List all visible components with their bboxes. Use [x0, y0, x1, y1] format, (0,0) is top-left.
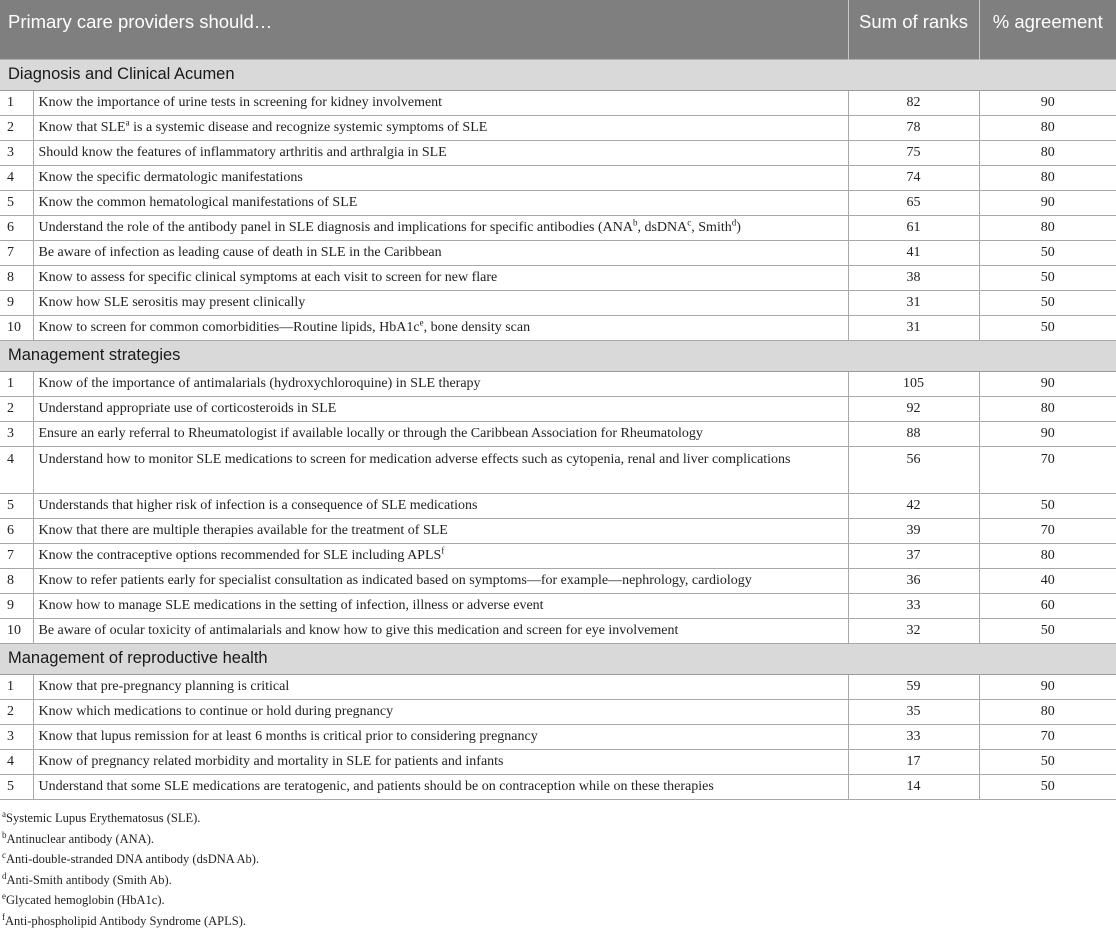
row-statement: Understand appropriate use of corticosteroids in SLE — [33, 396, 848, 421]
section-header-row — [0, 340, 1116, 371]
row-number: 4 — [0, 165, 33, 190]
row-sum-of-ranks: 78 — [848, 115, 979, 140]
row-percent-agreement: 50 — [979, 774, 1116, 799]
row-statement: Know the importance of urine tests in screening for kidney involvement — [33, 90, 848, 115]
footnote — [0, 890, 1116, 911]
table-row — [0, 90, 1116, 115]
row-number: 5 — [0, 774, 33, 799]
row-percent-agreement: 80 — [979, 115, 1116, 140]
table-row — [0, 446, 1116, 493]
row-percent-agreement: 40 — [979, 568, 1116, 593]
section-title: Management strategies — [0, 340, 1116, 371]
row-sum-of-ranks: 82 — [848, 90, 979, 115]
row-percent-agreement: 90 — [979, 90, 1116, 115]
row-percent-agreement: 90 — [979, 190, 1116, 215]
row-number: 9 — [0, 290, 33, 315]
footnote-mark: b — [633, 217, 638, 227]
table-row — [0, 724, 1116, 749]
row-sum-of-ranks: 37 — [848, 543, 979, 568]
row-statement: Be aware of infection as leading cause of death in SLE in the Caribbean — [33, 240, 848, 265]
row-sum-of-ranks: 59 — [848, 674, 979, 699]
row-sum-of-ranks: 33 — [848, 724, 979, 749]
row-number: 10 — [0, 315, 33, 340]
table-body — [0, 59, 1116, 799]
row-number: 4 — [0, 749, 33, 774]
row-number: 1 — [0, 674, 33, 699]
row-number: 8 — [0, 265, 33, 290]
row-percent-agreement: 50 — [979, 265, 1116, 290]
row-sum-of-ranks: 33 — [848, 593, 979, 618]
row-statement: Be aware of ocular toxicity of antimalarials and know how to give this medication and screen for eye involvement — [33, 618, 848, 643]
footnote — [0, 849, 1116, 870]
row-statement: Understand how to monitor SLE medications to screen for medication adverse effects such as cytopenia, renal and liver complications — [33, 446, 848, 493]
header-percent-agreement: % agreement — [979, 0, 1116, 59]
row-statement: Ensure an early referral to Rheumatologist if available locally or through the Caribbean Association for Rheumatology — [33, 421, 848, 446]
row-percent-agreement: 50 — [979, 749, 1116, 774]
row-statement: Know that there are multiple therapies available for the treatment of SLE — [33, 518, 848, 543]
table-row — [0, 290, 1116, 315]
table-row — [0, 593, 1116, 618]
table-row — [0, 140, 1116, 165]
table-row — [0, 265, 1116, 290]
row-statement: Should know the features of inflammatory arthritis and arthralgia in SLE — [33, 140, 848, 165]
row-statement: Understand the role of the antibody panel in SLE diagnosis and implications for specific antibodies (ANA$^b$, dsDNA$^c$, Smith$^d$) — [33, 215, 848, 240]
footnote — [0, 808, 1116, 829]
header-primary-care: Primary care providers should… — [0, 0, 848, 59]
footnote — [0, 829, 1116, 850]
row-number: 5 — [0, 493, 33, 518]
footnote-mark: d — [732, 217, 737, 227]
table-row — [0, 396, 1116, 421]
header-sum-of-ranks: Sum of ranks — [848, 0, 979, 59]
row-statement: Understand that some SLE medications are teratogenic, and patients should be on contraception while on these therapies — [33, 774, 848, 799]
footnote-mark: c — [687, 217, 691, 227]
row-number: 7 — [0, 543, 33, 568]
table-row — [0, 115, 1116, 140]
footnote — [0, 870, 1116, 891]
row-sum-of-ranks: 42 — [848, 493, 979, 518]
row-sum-of-ranks: 41 — [848, 240, 979, 265]
row-statement: Know to screen for common comorbidities—Routine lipids, $HbA1c^e$, bone density scan — [33, 315, 848, 340]
row-sum-of-ranks: 35 — [848, 699, 979, 724]
row-percent-agreement: 70 — [979, 518, 1116, 543]
row-statement: Know to assess for specific clinical symptoms at each visit to screen for new flare — [33, 265, 848, 290]
row-percent-agreement: 70 — [979, 446, 1116, 493]
row-statement: Know how to manage SLE medications in the setting of infection, illness or adverse event — [33, 593, 848, 618]
footnote-text: Anti-phospholipid Antibody Syndrome (APLS). — [5, 914, 246, 928]
footnote-text: Anti-Smith antibody (Smith Ab). — [7, 873, 172, 887]
row-sum-of-ranks: 88 — [848, 421, 979, 446]
table-row — [0, 618, 1116, 643]
table-row — [0, 240, 1116, 265]
row-percent-agreement: 60 — [979, 593, 1116, 618]
row-percent-agreement: 50 — [979, 618, 1116, 643]
table-row — [0, 568, 1116, 593]
row-number: 6 — [0, 518, 33, 543]
table-row — [0, 215, 1116, 240]
row-percent-agreement: 50 — [979, 493, 1116, 518]
footnote-mark: b — [2, 829, 7, 839]
table-row — [0, 749, 1116, 774]
row-statement: Know that lupus remission for at least 6 months is critical prior to considering pregnancy — [33, 724, 848, 749]
table-row — [0, 421, 1116, 446]
row-statement: Know that SLE$^a$ is a systemic disease and recognize systemic symptoms of SLE — [33, 115, 848, 140]
row-statement: Know the common hematological manifestations of SLE — [33, 190, 848, 215]
row-sum-of-ranks: 56 — [848, 446, 979, 493]
table-row — [0, 674, 1116, 699]
row-statement: Understands that higher risk of infection is a consequence of SLE medications — [33, 493, 848, 518]
table-row — [0, 543, 1116, 568]
row-percent-agreement: 80 — [979, 140, 1116, 165]
table-row — [0, 774, 1116, 799]
row-number: 3 — [0, 140, 33, 165]
row-sum-of-ranks: 17 — [848, 749, 979, 774]
row-number: 6 — [0, 215, 33, 240]
footnote-mark: d — [2, 870, 7, 880]
table-row — [0, 699, 1116, 724]
row-number: 7 — [0, 240, 33, 265]
footnote-text: Antinuclear antibody (ANA). — [7, 832, 155, 846]
table-row — [0, 371, 1116, 396]
table-row — [0, 165, 1116, 190]
row-statement: Know how SLE serositis may present clinically — [33, 290, 848, 315]
footnote-mark: a — [126, 117, 130, 127]
row-number: 4 — [0, 446, 33, 493]
table-row — [0, 518, 1116, 543]
row-percent-agreement: 80 — [979, 543, 1116, 568]
row-number: 2 — [0, 396, 33, 421]
row-percent-agreement: 50 — [979, 240, 1116, 265]
row-statement: Know which medications to continue or hold during pregnancy — [33, 699, 848, 724]
row-statement: Know of the importance of antimalarials (hydroxychloroquine) in SLE therapy — [33, 371, 848, 396]
row-number: 3 — [0, 724, 33, 749]
row-sum-of-ranks: 74 — [848, 165, 979, 190]
section-header-row — [0, 59, 1116, 90]
row-percent-agreement: 90 — [979, 674, 1116, 699]
table-header-row — [0, 0, 1116, 59]
row-number: 1 — [0, 371, 33, 396]
row-sum-of-ranks: 38 — [848, 265, 979, 290]
row-sum-of-ranks: 32 — [848, 618, 979, 643]
section-title: Diagnosis and Clinical Acumen — [0, 59, 1116, 90]
row-percent-agreement: 90 — [979, 371, 1116, 396]
footnote-mark: e — [420, 317, 424, 327]
section-title: Management of reproductive health — [0, 643, 1116, 674]
row-percent-agreement: 50 — [979, 290, 1116, 315]
row-number: 10 — [0, 618, 33, 643]
footnote-mark: e — [2, 891, 6, 901]
row-statement: Know the specific dermatologic manifestations — [33, 165, 848, 190]
row-percent-agreement: 90 — [979, 421, 1116, 446]
footnote-mark: f — [441, 545, 444, 555]
row-sum-of-ranks: 61 — [848, 215, 979, 240]
row-percent-agreement: 80 — [979, 215, 1116, 240]
row-sum-of-ranks: 36 — [848, 568, 979, 593]
table-row — [0, 493, 1116, 518]
row-number: 5 — [0, 190, 33, 215]
row-sum-of-ranks: 92 — [848, 396, 979, 421]
footnote-mark: f — [2, 911, 5, 921]
row-statement: Know that pre-pregnancy planning is critical — [33, 674, 848, 699]
section-header-row — [0, 643, 1116, 674]
footnote-text: Glycated hemoglobin (HbA1c). — [6, 893, 165, 907]
row-sum-of-ranks: 14 — [848, 774, 979, 799]
row-sum-of-ranks: 105 — [848, 371, 979, 396]
row-statement: Know of pregnancy related morbidity and mortality in SLE for patients and infants — [33, 749, 848, 774]
row-sum-of-ranks: 39 — [848, 518, 979, 543]
row-percent-agreement: 80 — [979, 699, 1116, 724]
footnote-mark: a — [2, 809, 6, 819]
row-statement: Know the contraceptive options recommended for SLE including APLS$^f$ — [33, 543, 848, 568]
row-statement: Know to refer patients early for specialist consultation as indicated based on symptoms—for example—nephrology, cardiology — [33, 568, 848, 593]
row-percent-agreement: 50 — [979, 315, 1116, 340]
row-number: 3 — [0, 421, 33, 446]
row-percent-agreement: 80 — [979, 396, 1116, 421]
table-row — [0, 190, 1116, 215]
footnote-mark: c — [2, 850, 6, 860]
row-percent-agreement: 70 — [979, 724, 1116, 749]
footnote-text: Systemic Lupus Erythematosus (SLE). — [6, 811, 200, 825]
row-sum-of-ranks: 75 — [848, 140, 979, 165]
row-sum-of-ranks: 31 — [848, 290, 979, 315]
row-number: 8 — [0, 568, 33, 593]
row-number: 2 — [0, 115, 33, 140]
row-number: 1 — [0, 90, 33, 115]
table-row — [0, 315, 1116, 340]
footnotes — [0, 808, 1116, 931]
row-percent-agreement: 80 — [979, 165, 1116, 190]
row-sum-of-ranks: 65 — [848, 190, 979, 215]
row-number: 2 — [0, 699, 33, 724]
row-sum-of-ranks: 31 — [848, 315, 979, 340]
row-number: 9 — [0, 593, 33, 618]
footnote-text: Anti-double-stranded DNA antibody (dsDNA Ab). — [6, 852, 259, 866]
